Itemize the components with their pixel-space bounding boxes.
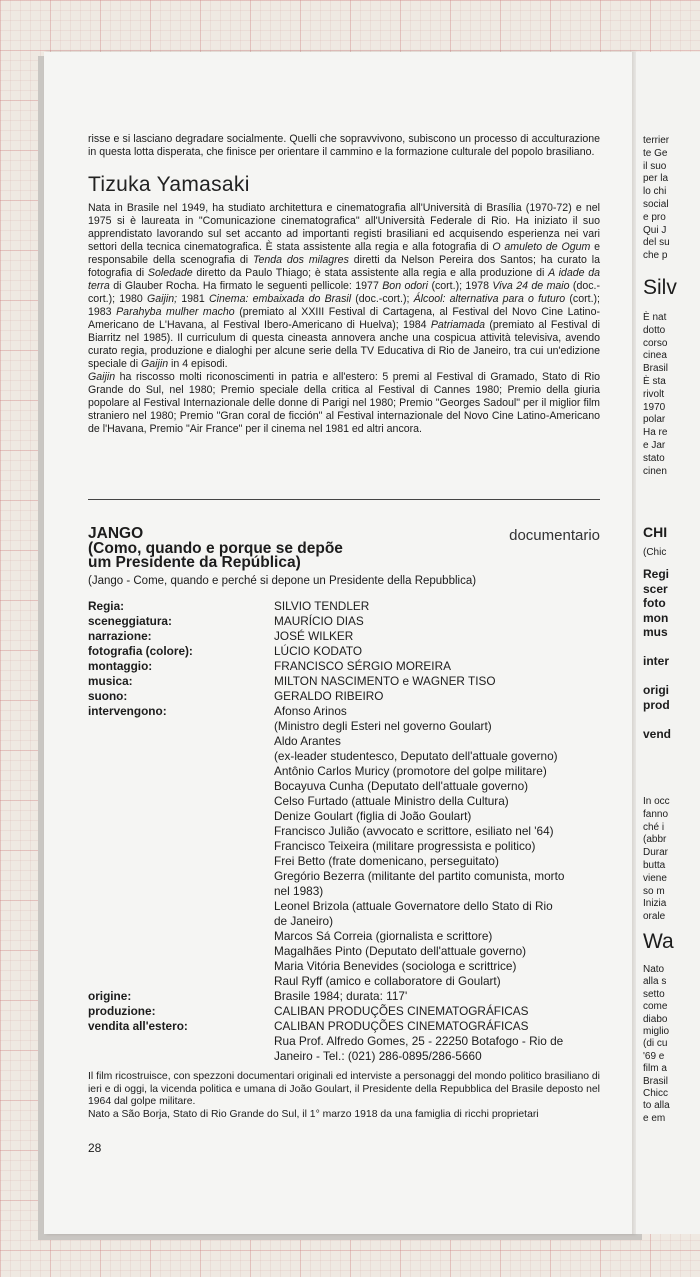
- director-name: Tizuka Yamasaki: [88, 173, 250, 196]
- right-page-fragment: inter: [643, 654, 670, 668]
- credit-label: sceneggiatura:: [88, 613, 172, 628]
- film-title-row: [88, 527, 600, 571]
- credit-label: [88, 1034, 274, 1049]
- credit-label: [88, 959, 274, 974]
- bio-section: [88, 133, 600, 436]
- credit-label: [88, 734, 274, 749]
- credit-value: GERALDO RIBEIRO: [274, 688, 384, 703]
- right-page-fragment: e pro: [643, 211, 666, 223]
- right-page-fragment: Brasil: [643, 363, 669, 375]
- right-page-fragment: cinea: [643, 350, 667, 362]
- credit-label: [88, 899, 274, 914]
- credit-value: SILVIO TENDLER: [274, 598, 370, 613]
- right-page-fragment: cinen: [643, 465, 667, 477]
- credit-label: Regia:: [88, 598, 125, 613]
- right-page-fragment: viene: [643, 872, 667, 884]
- right-page: [636, 52, 700, 1234]
- right-page-fragment: Nato: [643, 964, 665, 975]
- right-page-fragment: Qui J: [643, 224, 667, 236]
- right-page-fragment: che p: [643, 250, 668, 262]
- credit-label: intervengono:: [88, 703, 167, 718]
- right-page-fragment: e em: [643, 1112, 666, 1124]
- credit-label: [88, 824, 274, 839]
- credit-value: Magalhães Pinto (Deputato dell'attuale governo): [274, 943, 527, 958]
- credit-value: CALIBAN PRODUÇÕES CINEMATOGRÁFICAS: [274, 1018, 529, 1033]
- credit-label: fotografia (colore):: [88, 643, 193, 658]
- right-page-fragment: Inizia: [643, 898, 667, 910]
- right-page-fragment: Chicc: [643, 1088, 669, 1099]
- right-page-fragment: lo chi: [643, 186, 667, 198]
- bio-paragraph-1: Nata in Brasile nel 1949, ha studiato architettura e cinematografia all'Università di Brasília (1970-72) e nel 1975 si è laureata in "Comunicazione cinematografica" all'Università Federale di Rio. Ha iniziato il suo apprendistato lavorando sul set accanto ad importanti registi brasiliani ed acquisendo esperienza nei vari settori della tecnica cinematografica. È stata assistente alla regia e alla fotografia di O amuleto de Ogum e responsabile della scenografia di Tenda dos milagres diretti da Nelson Pereira dos Santos; ha curato la fotografia di Soledade diretto da Paulo Thiago; è stata assistente alla regia e alla produzione di A idade da terra di Glauber Rocha. Ha firmato le seguenti pellicole: 1977 Bon odori (cort.); 1978 Viva 24 de maio (doc.-cort.); 1980 Gaijin; 1981 Cinema: embaixada do Brasil (doc.-cort.); Álcool: alternativa para o futuro (cort.); 1983 Parahyba mulher macho (premiato al XXIII Festival di Cartagena, al Festival del Novo Cine Latino-Americano de L'Havana, al Festival Ibero-Americano di Huelva); 1984 Patriamada (premiato al Festival di Biarritz nel 1985). Il curriculum di questa cineasta annovera anche una cospicua attività televisiva, avendo curato regia, produzione e dialoghi per alcune serie della TV Educativa di Rio de Janeiro, tra cui un'edizione speciale di Gaijin in 4 episodi.: [88, 202, 601, 370]
- credit-label: montaggio:: [88, 658, 153, 673]
- credit-value: (Ministro degli Esteri nel governo Goulart): [274, 718, 492, 733]
- credit-label: [88, 719, 274, 734]
- film-genre: documentario: [509, 527, 600, 544]
- right-page-fragment: mus: [643, 625, 668, 639]
- credit-label: [88, 749, 274, 764]
- credit-label: [88, 929, 274, 944]
- credit-label: [88, 779, 274, 794]
- right-page-fragment: Durar: [643, 847, 669, 859]
- credit-value: Rua Prof. Alfredo Gomes, 25 - 22250 Botafogo - Rio de: [274, 1033, 564, 1048]
- credit-value: Brasile 1984; durata: 117': [274, 988, 408, 1003]
- credit-value: Gregório Bezerra (militante del partito comunista, morto: [274, 868, 565, 883]
- right-page-fragment: È nat: [643, 312, 667, 323]
- right-page-heading: Silv: [643, 276, 677, 299]
- credit-value: JOSÉ WILKER: [274, 628, 354, 643]
- right-page-fragment: ché i: [643, 821, 665, 833]
- intro-paragraph: risse e si lasciano degradare socialmente. Quelli che sopravvivono, subiscono un processo di acculturazione in questa lotta disperata, che finisce per orientare il cammino e la formazione culturale del popolo brasiliano.: [88, 133, 600, 158]
- credit-label: [88, 764, 274, 779]
- credit-label: [88, 809, 274, 824]
- credit-value: Afonso Arinos: [274, 703, 347, 718]
- right-page-fragment: rivolt: [643, 388, 665, 400]
- credit-label: [88, 839, 274, 854]
- credit-label: [88, 884, 274, 899]
- right-page-fragment: orale: [643, 911, 666, 923]
- right-page-fragment: corso: [643, 337, 668, 349]
- synopsis-paragraph-2: Nato a São Borja, Stato di Rio Grande do Sul, il 1° marzo 1918 da una famiglia di ricchi proprietari: [88, 1108, 539, 1120]
- credit-value: Leonel Brizola (attuale Governatore dello Stato di Rio: [274, 898, 553, 913]
- right-page-fragment: polar: [643, 414, 666, 426]
- right-page-fragment: setto: [643, 988, 665, 1000]
- right-page-fragment: social: [643, 199, 669, 210]
- film-subtitle: (Jango - Come, quando e perché si depone un Presidente della Repubblica): [88, 574, 477, 587]
- right-page-heading: CHI: [643, 524, 668, 540]
- credit-label: narrazione:: [88, 628, 152, 643]
- credit-label: [88, 869, 274, 884]
- credit-label: origine:: [88, 988, 132, 1003]
- credit-label: musica:: [88, 673, 133, 688]
- page-number: 28: [88, 1141, 102, 1155]
- credit-value: Aldo Arantes: [274, 733, 341, 748]
- credit-value: MAURÍCIO DIAS: [274, 613, 364, 628]
- credit-label: [88, 914, 274, 929]
- credit-value: Francisco Teixeira (militare progressista e politico): [274, 838, 536, 853]
- credit-label: suono:: [88, 688, 128, 703]
- credit-label: produzione:: [88, 1003, 156, 1018]
- right-page-fragment: del su: [643, 237, 670, 249]
- right-page-fragment: diabo: [643, 1013, 668, 1025]
- credit-value: Denize Goulart (figlia di João Goulart): [274, 808, 472, 823]
- section-divider: [88, 499, 600, 500]
- credit-value: Bocayuva Cunha (Deputato dell'attuale governo): [274, 778, 529, 793]
- right-page-fragment: vend: [643, 726, 672, 741]
- right-page-fragment: e Jar: [643, 440, 666, 451]
- right-page-fragment: Brasil: [643, 1075, 669, 1087]
- credit-value: CALIBAN PRODUÇÕES CINEMATOGRÁFICAS: [274, 1003, 529, 1018]
- right-page-fragment: prod: [643, 697, 670, 712]
- credit-value: nel 1983): [274, 883, 324, 898]
- right-page-fragment: È sta: [643, 376, 666, 387]
- credit-value: Raul Ryff (amico e collaboratore di Goulart): [274, 973, 501, 988]
- right-page-fragment: (di cu: [643, 1038, 668, 1050]
- right-page-fragment: (abbr: [643, 834, 667, 846]
- right-page-fragment: In occ: [643, 796, 670, 807]
- synopsis-paragraph-1: Il film ricostruisce, con spezzoni documentari originali ed interviste a personaggi del mondo politico brasiliano di ieri e di oggi, la vicenda politica e umana di João Goulart, il Presidente della Repubblica del Brasile deposto nel 1964 dal golpe militare.: [88, 1071, 600, 1108]
- right-page-fragment: te Ge: [643, 147, 668, 159]
- right-page-fragment: stato: [643, 452, 665, 464]
- credit-label: [88, 854, 274, 869]
- right-page-fragment: fanno: [643, 808, 669, 820]
- synopsis: [88, 1071, 600, 1121]
- right-page-fragment: alla s: [643, 976, 667, 988]
- credit-value: de Janeiro): [274, 913, 334, 928]
- right-page-fragment: scer: [643, 581, 668, 596]
- credit-value: Janeiro - Tel.: (021) 286-0895/286-5660: [274, 1048, 482, 1063]
- right-page-fragment: terrier: [643, 135, 670, 146]
- right-page-fragment: 1970: [643, 401, 666, 413]
- right-page-fragment: film a: [643, 1063, 667, 1075]
- right-page-fragment: miglio: [643, 1026, 670, 1037]
- credit-label: [88, 974, 274, 989]
- bio-paragraph-2: Gaijin ha riscosso molti riconoscimenti in patria e all'estero: 5 premi al Festival di Gramado, Stato di Rio Grande do Sul, nel 1980; Premio speciale della critica al Festival di Cannes 1980; Premio della giuria popolare al Festival Internazionale delle donne di Parigi nel 1980; Premio "Georges Sadoul" per il miglior film straniero nel 1980; Premio "Gran coral de ficción" al Festival internazionale del Novo Cine Latino-Americano de l'Havana, Premio "Air France" per il cinema nel 1981 ed altri ancora.: [88, 371, 600, 435]
- credit-value: Marcos Sá Correia (giornalista e scrittore): [274, 928, 493, 943]
- credit-value: (ex-leader studentesco, Deputato dell'attuale governo): [274, 748, 558, 763]
- film-title: JANGO (Como, quando e porque se depõe um Presidente da República): [88, 525, 343, 571]
- credit-value: Francisco Julião (avvocato e scrittore, esiliato nel '64): [274, 823, 554, 838]
- right-page-fragment: '69 e: [643, 1050, 665, 1062]
- credit-value: MILTON NASCIMENTO e WAGNER TISO: [274, 673, 496, 688]
- right-page-fragment: per la: [643, 173, 669, 185]
- film-entry: [88, 527, 600, 1064]
- credit-value: Celso Furtado (attuale Ministro della Cultura): [274, 793, 509, 808]
- credit-value: LÚCIO KODATO: [274, 643, 363, 658]
- right-page-heading: (Chic: [643, 547, 667, 558]
- right-page-heading: Wa: [643, 930, 674, 953]
- credits-table: [88, 599, 600, 1064]
- right-page-fragment: origi: [643, 683, 669, 697]
- credit-value: FRANCISCO SÉRGIO MOREIRA: [274, 658, 451, 673]
- credit-label: [88, 944, 274, 959]
- credit-label: vendita all'estero:: [88, 1018, 188, 1033]
- right-page-fragment: mon: [643, 610, 669, 625]
- credit-value: Maria Vitória Benevides (sociologa e scrittrice): [274, 958, 517, 973]
- credit-label: [88, 794, 274, 809]
- credit-value: Frei Betto (frate domenicano, perseguitato): [274, 853, 499, 868]
- right-page-fragment: come: [643, 1001, 668, 1013]
- credit-value: Antônio Carlos Muricy (promotore del golpe militare): [274, 763, 547, 778]
- right-page-fragment: to alla: [643, 1100, 670, 1112]
- right-page-fragment: butta: [643, 860, 666, 871]
- right-page-fragment: il suo: [643, 160, 667, 172]
- right-page-fragment: foto: [643, 596, 666, 610]
- right-page-fragment: Regi: [643, 567, 670, 581]
- credit-label: [88, 1049, 274, 1064]
- right-page-fragment: Ha re: [643, 427, 668, 439]
- right-page-fragment: so m: [643, 885, 665, 897]
- right-page-fragment: dotto: [643, 324, 666, 336]
